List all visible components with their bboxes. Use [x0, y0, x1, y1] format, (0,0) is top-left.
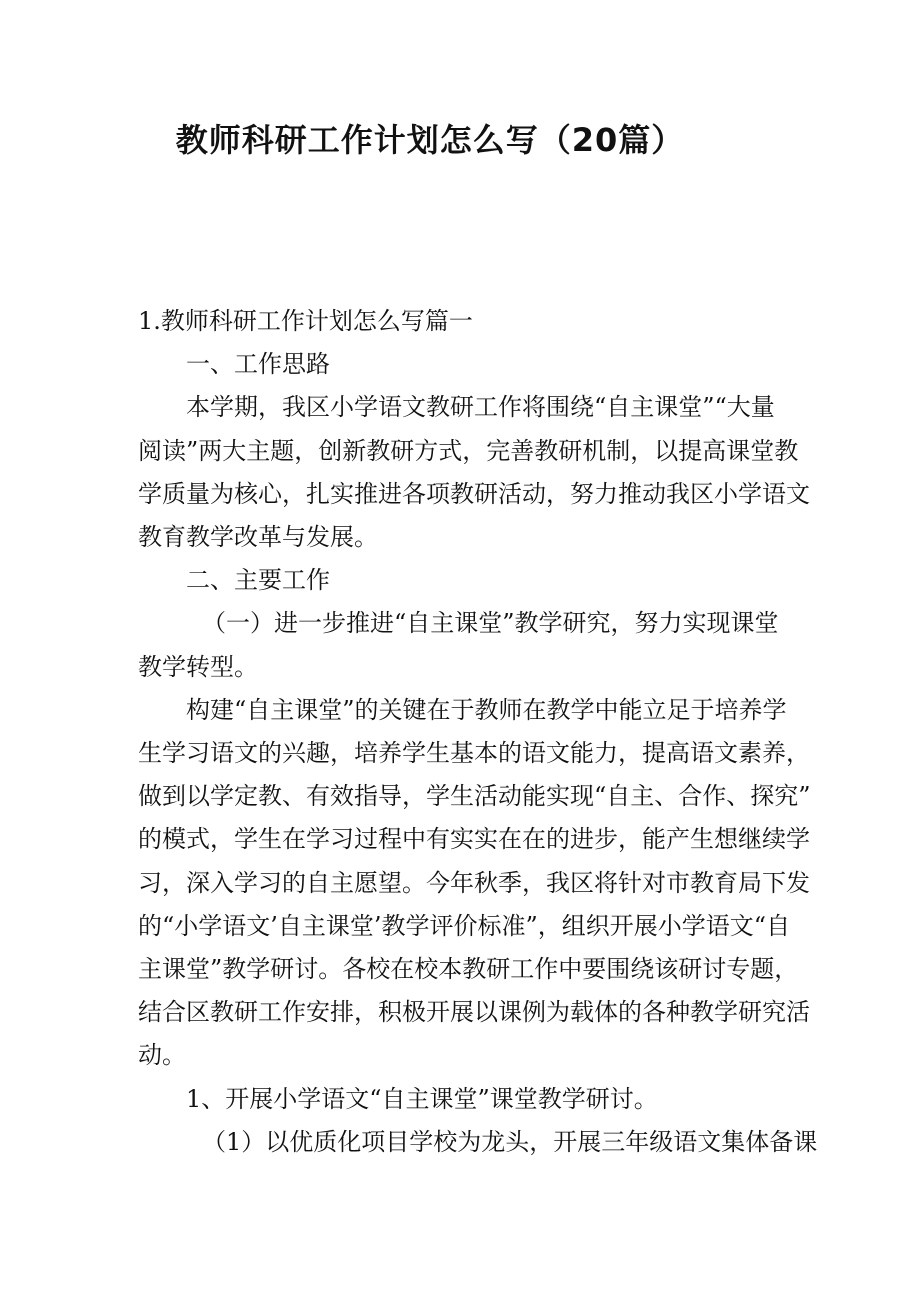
document-title: 教师科研工作计划怎么写（20篇）: [175, 121, 685, 159]
paragraph-line: 结合区教研工作安排，积极开展以课例为载体的各种教学研究活: [138, 998, 810, 1027]
document-body: [138, 300, 818, 1164]
paragraph-line: 生学习语文的兴趣，培养学生基本的语文能力，提高语文素养，: [138, 739, 810, 768]
paragraph-line: （一）进一步推进“自主课堂”教学研究，努力实现课堂: [202, 609, 779, 638]
paragraph-line: 习，深入学习的自主愿望。今年秋季，我区将针对市教育局下发: [138, 868, 810, 897]
paragraph-line: 阅读”两大主题，创新教研方式，完善教研机制，以提高课堂教: [138, 436, 799, 465]
paragraph-line: 教育教学改革与发展。: [138, 523, 378, 552]
paragraph-line: 做到以学定教、有效指导，学生活动能实现“自主、合作、探究”: [138, 782, 811, 811]
section-heading: 1.教师科研工作计划怎么写篇一: [138, 307, 473, 335]
subheading: 一、工作思路: [186, 350, 330, 379]
paragraph-line: 本学期，我区小学语文教研工作将围绕“自主课堂”“大量: [186, 393, 775, 422]
paragraph-line: 动。: [138, 1041, 186, 1070]
paragraph-line: （1）以优质化项目学校为龙头，开展三年级语文集体备课: [202, 1127, 818, 1156]
paragraph-line: 教学转型。: [138, 652, 258, 681]
paragraph-line: 1、开展小学语文“自主课堂”课堂教学研讨。: [186, 1084, 658, 1113]
paragraph-line: 的“小学语文’自主课堂’教学评价标准”，组织开展小学语文“自: [138, 911, 791, 940]
paragraph-line: 主课堂”教学研讨。各校在校本教研工作中要围绕该研讨专题，: [138, 955, 799, 984]
paragraph-line: 学质量为核心，扎实推进各项教研活动，努力推动我区小学语文: [138, 479, 810, 508]
paragraph-line: 构建“自主课堂”的关键在于教师在教学中能立足于培养学: [186, 695, 787, 724]
subheading: 二、主要工作: [186, 566, 330, 595]
paragraph-line: 的模式，学生在学习过程中有实实在在的进步，能产生想继续学: [138, 825, 810, 854]
